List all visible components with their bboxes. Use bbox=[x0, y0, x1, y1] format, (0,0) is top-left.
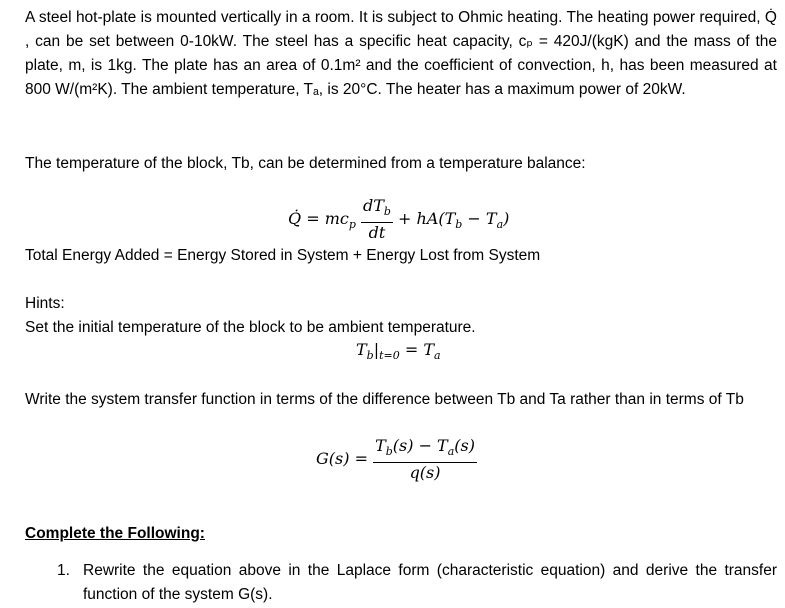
para2-text: The temperature of the block, Tb, can be determined from a temperature balance: bbox=[25, 155, 586, 172]
hints-label-text: Hints: bbox=[25, 295, 65, 312]
para3-text: Write the system transfer function in terms of the difference between Tb and Ta rather than in terms of Tb bbox=[25, 391, 744, 408]
hints-label bbox=[25, 292, 777, 316]
task-number: 1. bbox=[57, 562, 70, 579]
hint1-text: Set the initial temperature of the block to be ambient temperature. bbox=[25, 319, 476, 336]
tasks-heading-text: Complete the Following: bbox=[25, 525, 205, 542]
para1-text: A steel hot-plate is mounted vertically in a room. It is subject to Ohmic heating. The heating power required, Q̇ , can be set between 0-10kW. The steel has a specific heat capacity, cₚ = 420J/(kgK) and the mass of the plate, m, is 1kg. The plate has an area of 0.1m² and the coefficient of convection, h, has been measured at 800 W/(m²K). The ambient temperature, Tₐ, is 20°C. The heater has a maximum power of 20kW. bbox=[25, 9, 777, 98]
task-list bbox=[25, 559, 777, 607]
tasks-heading bbox=[25, 522, 777, 546]
problem-paragraph-2 bbox=[25, 152, 777, 176]
problem-paragraph-1 bbox=[25, 6, 777, 102]
task-text: Rewrite the equation above in the Laplace form (characteristic equation) and derive the transfer function of the system G(s). bbox=[83, 562, 777, 603]
hint-1 bbox=[25, 316, 777, 340]
initial-condition-equation: $T_b|_{t=0} = T_a$ bbox=[356, 340, 441, 363]
energy-balance-statement bbox=[25, 244, 777, 268]
task-item bbox=[25, 559, 777, 607]
energy-balance-text: Total Energy Added = Energy Stored in System + Energy Lost from System bbox=[25, 247, 541, 264]
heat-balance-equation: Q̇ = $mc_p$ $\frac{dT_b}{dt}$ + $hA(T_b - T_a)$ bbox=[288, 196, 510, 243]
transfer-function-equation: G(s) = $\frac{T_b(s) - T_a(s)}{q(s)}$ bbox=[316, 436, 475, 483]
problem-paragraph-3 bbox=[25, 388, 777, 412]
